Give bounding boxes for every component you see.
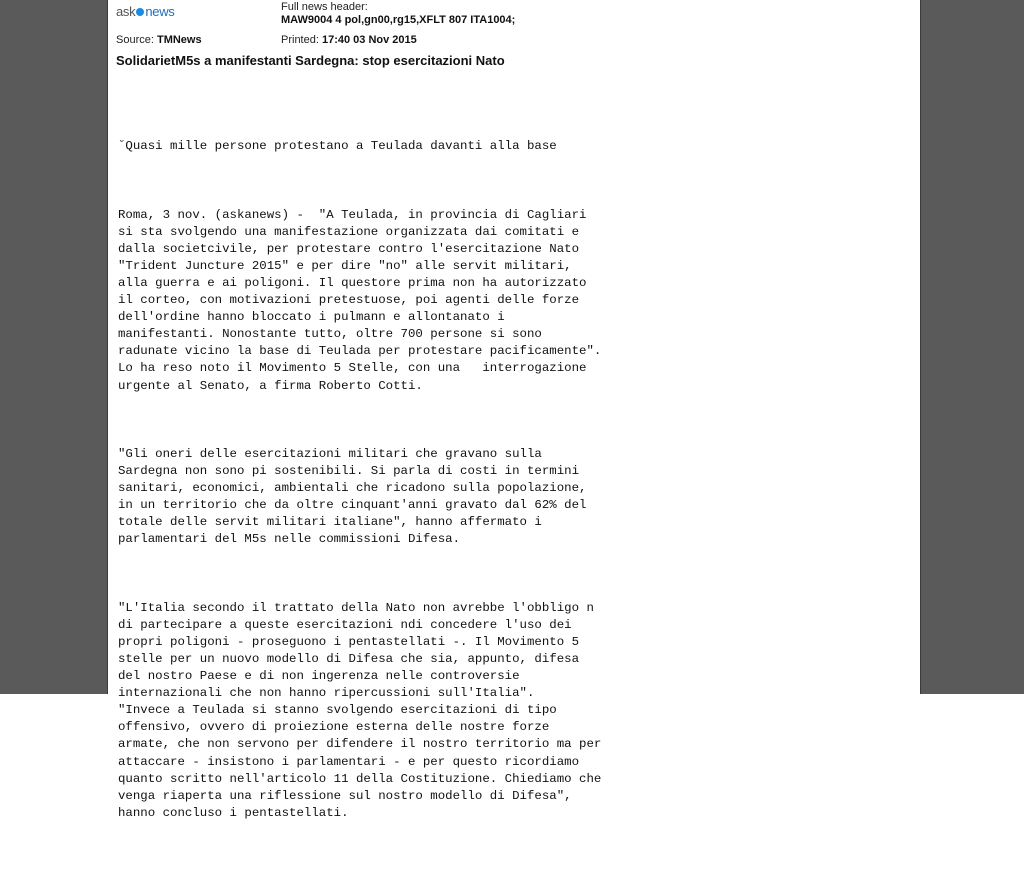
source-label: Source: [116, 34, 154, 46]
article-body [118, 104, 908, 873]
printed-value: 17:40 03 Nov 2015 [321, 34, 417, 46]
article-paragraph: "Gli oneri delle esercitazioni militari che gravano sulla Sardegna non sono pi sostenibili. Si parla di costi in termini sanitari, economici, ambientali che ricadono sulla popolazione, in un territorio che da oltre cinquant'anni gravato dal 62% del totale delle servit militari italiane", hanno affermato i parlamentari del M5s nelle commissioni Difesa. [118, 446, 587, 547]
news-page [107, 0, 921, 820]
full-news-header-label: Full news header: [281, 1, 368, 13]
right-margin [921, 0, 1024, 694]
logo-text-ask: ask [116, 3, 136, 19]
full-news-header-value: MAW9004 4 pol,gn00,rg15,XFLT 807 ITA1004; [281, 14, 516, 26]
article-paragraph: ˘Quasi mille persone protestano a Teulada davanti alla base [118, 139, 557, 154]
source-value: TMNews [156, 34, 202, 46]
printed-line [281, 34, 417, 46]
article-paragraph: Roma, 3 nov. (askanews) - "A Teulada, in provincia di Cagliari si sta svolgendo una manifestazione organizzata dai comitati e dalla societcivile, per protestare contro l'esercitazione Nato "Trident Juncture 2015" e per dire "no" alle servit militari, alla guerra e ai poligoni. Il questore prima non ha autorizzato il corteo, con motivazioni pretestuose, poi agenti delle forze dell'ordine hanno bloccato i pulmann e allontanato i manifestanti. Nonostante tutto, oltre 700 persone si sono radunate vicino la base di Teulada per protestare pacificamente". Lo ha reso noto il Movimento 5 Stelle, con una interrogazione urgente al Senato, a firma Roberto Cotti. [118, 207, 602, 393]
askanews-logo [116, 3, 175, 19]
left-margin [0, 0, 107, 694]
printed-label: Printed: [281, 34, 319, 46]
logo-text-news: news [145, 3, 175, 19]
article-headline: SolidarietM5s a manifestanti Sardegna: stop esercitazioni Nato [116, 53, 505, 68]
logo-dot-icon [136, 8, 144, 16]
source-line [116, 34, 202, 46]
article-paragraph: "L'Italia secondo il trattato della Nato non avrebbe l'obbligo n di partecipare a queste esercitazioni ndi concedere l'uso dei propri poligoni - proseguono i pentastellati -. Il Movimento 5 stelle per un nuovo modello di Difesa che sia, appunto, difesa del nostro Paese e di non ingerenza nelle controversie internazionali che non hanno ripercussioni sull'Italia". "Invece a Teulada si stanno svolgendo esercitazioni di tipo offensivo, ovvero di proiezione esterna delle nostre forze armate, che non servono per difendere il nostro territorio ma per attaccare - insistono i parlamentari - e per questo ricordiamo quanto scritto nell'articolo 11 della Costituzione. Chiediamo che venga riaperta una riflessione sul nostro modello di Difesa", hanno concluso i pentastellati. [118, 600, 602, 820]
